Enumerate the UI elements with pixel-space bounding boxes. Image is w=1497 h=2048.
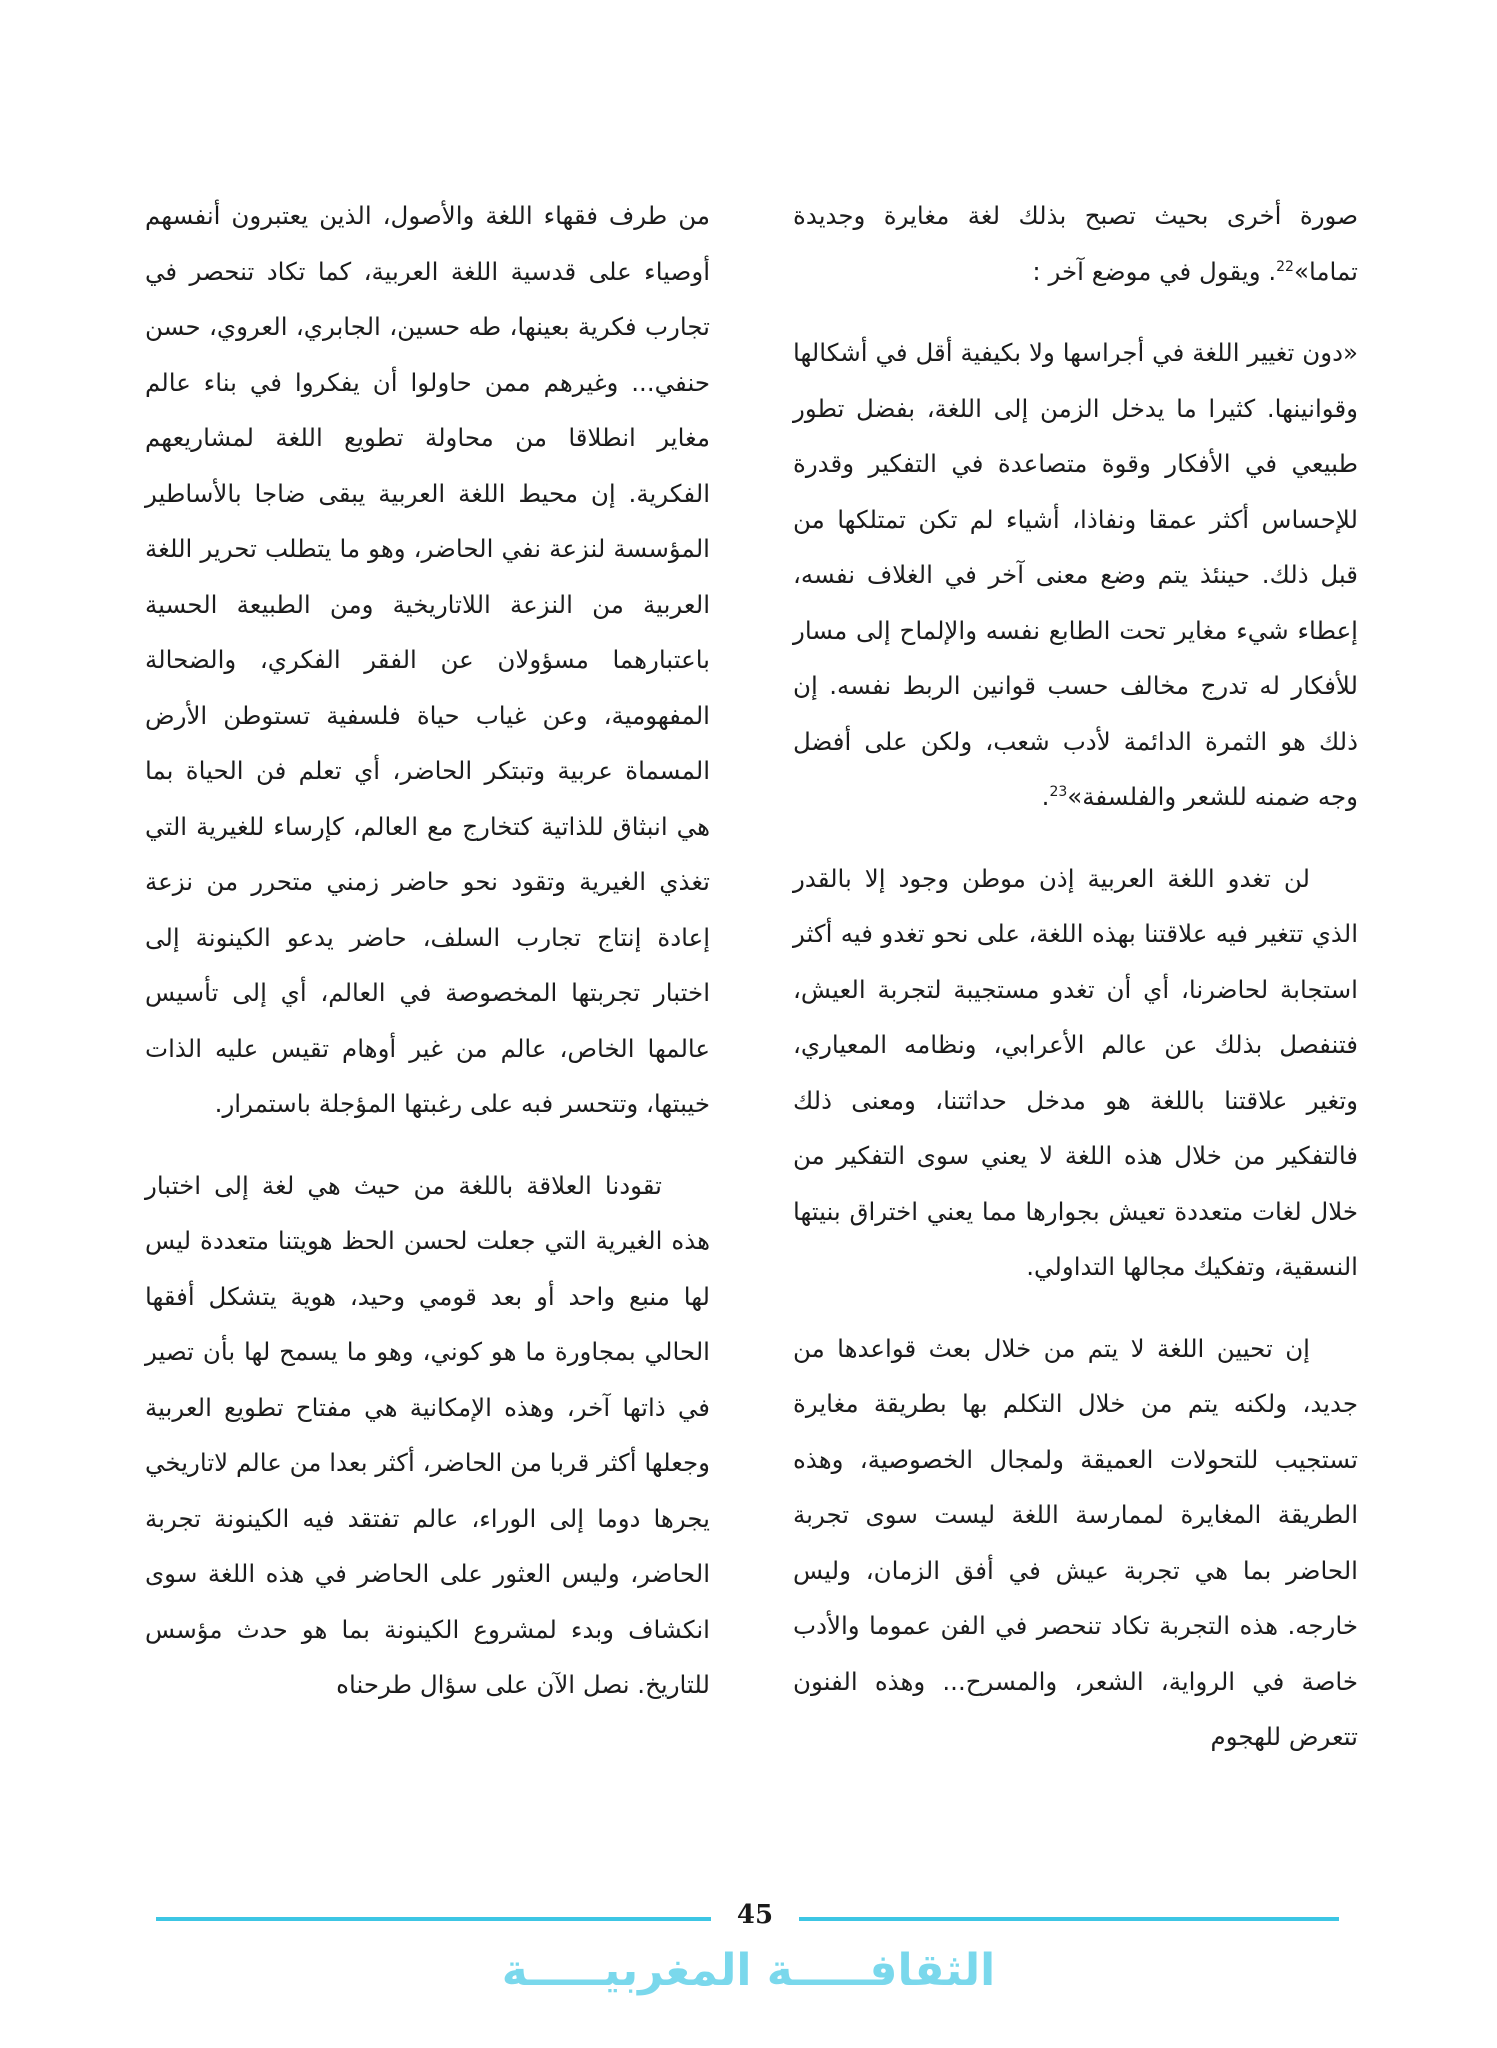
footer-rule-left [156,1917,711,1921]
footnote-ref[interactable]: 23 [1049,783,1068,800]
paragraph: لن تغدو اللغة العربية إذن موطن وجود إلا بالقدر الذي تتغير فيه علاقتنا بهذه اللغة، على نحو تغدو فيه أكثر استجابة لحاضرنا، أي أن تغدو مستجيبة لتجربة العيش، فتنفصل بذلك عن عالم الأعرابي، ونظامه المعياري، وتغير علاقتنا باللغة هو مدخل حداثتنا، ومعنى ذلك فالتفكير من خلال هذه اللغة لا يعني سوى التفكير من خلال لغات متعددة تعيش بجوارها مما يعني اختراق بنيتها النسقية، وتفكيك مجالها التداولي. [793,863,1358,1281]
quotation-paragraph [793,325,1358,825]
paragraph-text: «دون تغيير اللغة في أجراسها ولا بكيفية أقل في أشكالها وقوانينها. كثيرا ما يدخل الزمن إلى اللغة، بفضل تطور طبيعي في الأفكار وقوة متصاعدة في التفكير وقدرة للإحساس أكثر عمقا ونفاذا، أشياء لم تكن تمتلكها من قبل ذلك. حينئذ يتم وضع معنى آخر في الغلاف نفسه، إعطاء شيء مغاير تحت الطابع نفسه والإلماح إلى مسار للأفكار له تدرج مخالف حسب قوانين الربط نفسه. إن ذلك هو الثمرة الدائمة لأدب شعب، ولكن على أفضل وجه ضمنه للشعر والفلسفة» [793,338,1358,811]
paragraph: من طرف فقهاء اللغة والأصول، الذين يعتبرون أنفسهم أوصياء على قدسية اللغة العربية، كما تكاد تنحصر في تجارب فكرية بعينها، طه حسين، الجابري، العروي، حسن حنفي... وغيرهم ممن حاولوا أن يفكروا في بناء عالم مغاير انطلاقا من محاولة تطويع اللغة لمشاريعهم الفكرية. إن محيط اللغة العربية يبقى ضاجا بالأساطير المؤسسة لنزعة نفي الحاضر، وهو ما يتطلب تحرير اللغة العربية من النزعة اللاتاريخية ومن الطبيعة الحسية باعتبارهما مسؤولان عن الفقر الفكري، والضحالة المفهومية، وعن غياب حياة فلسفية تستوطن الأرض المسماة عربية وتبتكر الحاضر، أي تعلم فن الحياة بما هي انبثاق للذاتية كتخارج مع العالم، كإرساء للغيرية التي تغذي الغيرية وتقود نحو حاضر زمني متحرر من نزعة إعادة إنتاج تجارب السلف، حاضر يدعو الكينونة إلى اختبار تجربتها المخصوصة في العالم، أي إلى تأسيس عالمها الخاص، عالم من غير أوهام تقيس عليه الذات خيبتها، وتتحسر فبه على رغبتها المؤجلة باستمرار. [145,201,710,1118]
right-text-column [793,188,1358,1765]
magazine-title: الثقافـــــة المغربيـــــة [501,1945,996,1996]
paragraph-tail: . ويقول في موضع آخر : [1032,256,1277,286]
left-text-column [145,188,710,1713]
paragraph: إن تحيين اللغة لا يتم من خلال بعث قواعدها من جديد، ولكنه يتم من خلال التكلم بها بطريقة مغايرة تستجيب للتحولات العميقة ولمجال الخصوصية، وهذه الطريقة المغايرة لممارسة اللغة ليست سوى تجربة الحاضر بما هي تجربة عيش في أفق الزمان، وليس خارجه. هذه التجربة تكاد تنحصر في الفن عموما والأدب خاصة في الرواية، الشعر، والمسرح... وهذه الفنون تتعرض للهجوم [793,1333,1358,1751]
paragraph: تقودنا العلاقة باللغة من حيث هي لغة إلى اختبار هذه الغيرية التي جعلت لحسن الحظ هويتنا متعددة ليس لها منبع واحد أو بعد قومي وحيد، هوية يتشكل أفقها الحالي بمجاورة ما هو كوني، وهو ما يسمح لها بأن تصير في ذاتها آخر، وهذه الإمكانية هي مفتاح تطويع العربية وجعلها أكثر قربا من الحاضر، أكثر بعدا من عالم لاتاريخي يجرها دوما إلى الوراء، عالم تفتقد فيه الكينونة تجربة الحاضر، وليس العثور على الحاضر في هذه اللغة سوى انكشاف وبدء لمشروع الكينونة بما هو حدث مؤسس للتاريخ. نصل الآن على سؤال طرحناه [145,1170,710,1699]
paragraph-tail: . [1041,782,1050,811]
paragraph-text: صورة أخرى بحيث تصبح بذلك لغة مغايرة وجديدة تماما» [793,201,1358,286]
footer-rule-right [799,1917,1339,1921]
paragraph [793,188,1358,299]
page-number: 45 [736,1900,774,1930]
footnote-ref[interactable]: 22 [1276,258,1294,275]
